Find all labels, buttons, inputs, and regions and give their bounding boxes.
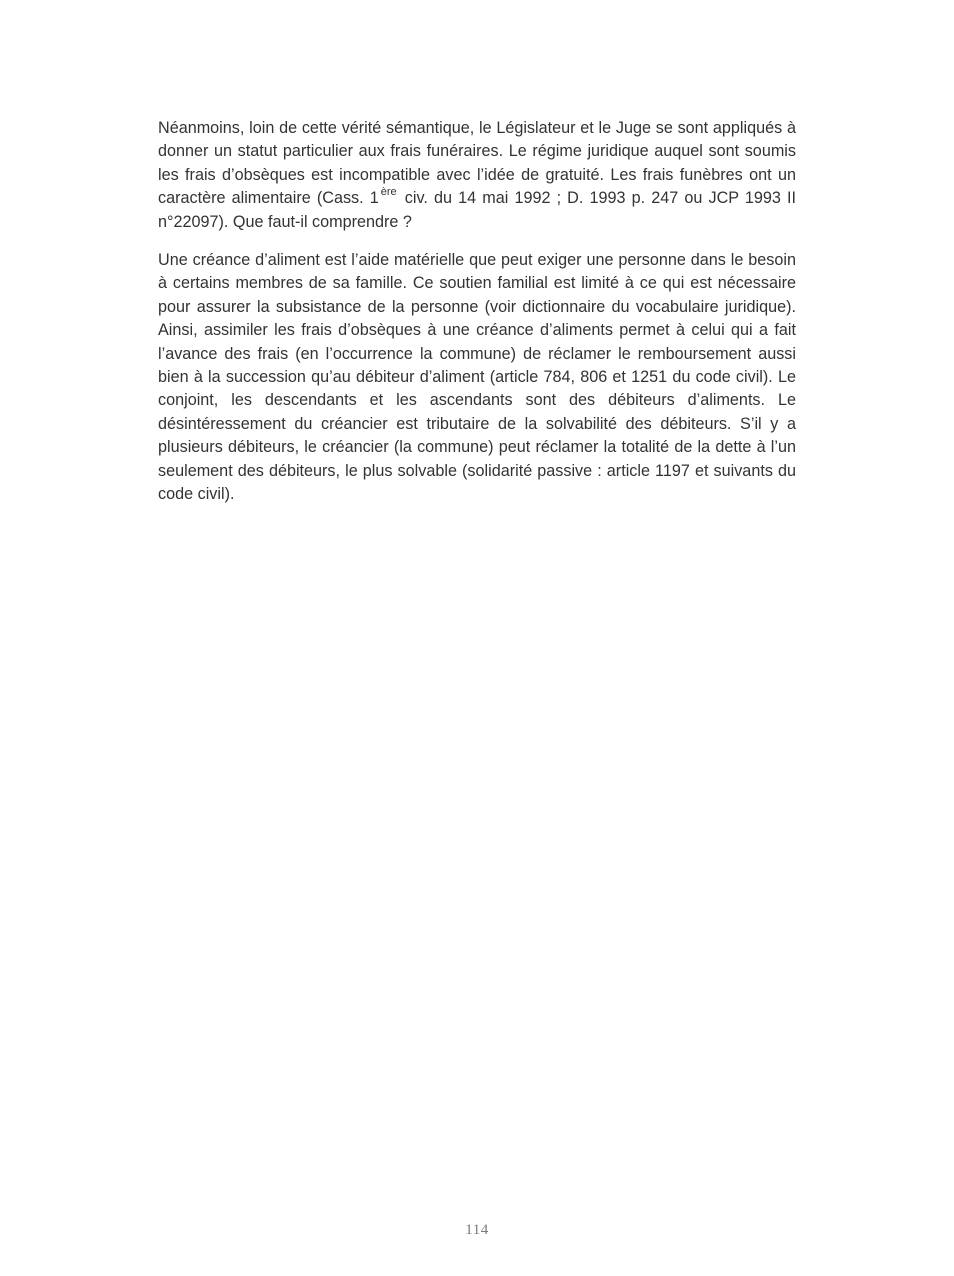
paragraph-2: Une créance d’aliment est l’aide matérielle que peut exiger une personne dans le besoin à certains membres de sa famille. Ce soutien familial est limité à ce qui est nécessaire pour assurer la subsistance de la personne (voir dictionnaire du vocabulaire juridique). Ainsi, assimiler les frais d’obsèques à une créance d’aliments permet à celui qui a fait l’avance des frais (en l’occurrence la commune) de réclamer le remboursement aussi bien à la succession qu’au débiteur d’aliment (article 784, 806 et 1251 du code civil). Le conjoint, les descendants et les ascendants sont des débiteurs d’aliments. Le désintéressement du créancier est tributaire de la solvabilité des débiteurs. S’il y a plusieurs débiteurs, le créancier (la commune) peut réclamer la totalité de la dette à l’un seulement des débiteurs, le plus solvable (solidarité passive : article 1197 et suivants du code civil).: [158, 251, 796, 504]
paragraph-1-text-start: Néanmoins, loin de cette vérité sémantique, le Législateur et le Juge se sont appliqués à donner un statut particulier aux frais funéraires. Le régime juridique auquel sont soumis les frais d’obsèques est incompatible avec l’idée de gratuité. Les frais funèbres ont un caractère alimentaire (Cass. 1: [158, 119, 796, 208]
body-text: [158, 117, 796, 507]
page-number: 114: [465, 1222, 489, 1238]
ordinal-superscript: ère: [380, 186, 397, 199]
paragraph-1: [158, 117, 796, 234]
paragraph-1-text-end: civ. du 14 mai 1992 ; D. 1993 p. 247 ou JCP 1993 II n°22097). Que faut-il comprendre ?: [158, 189, 796, 231]
